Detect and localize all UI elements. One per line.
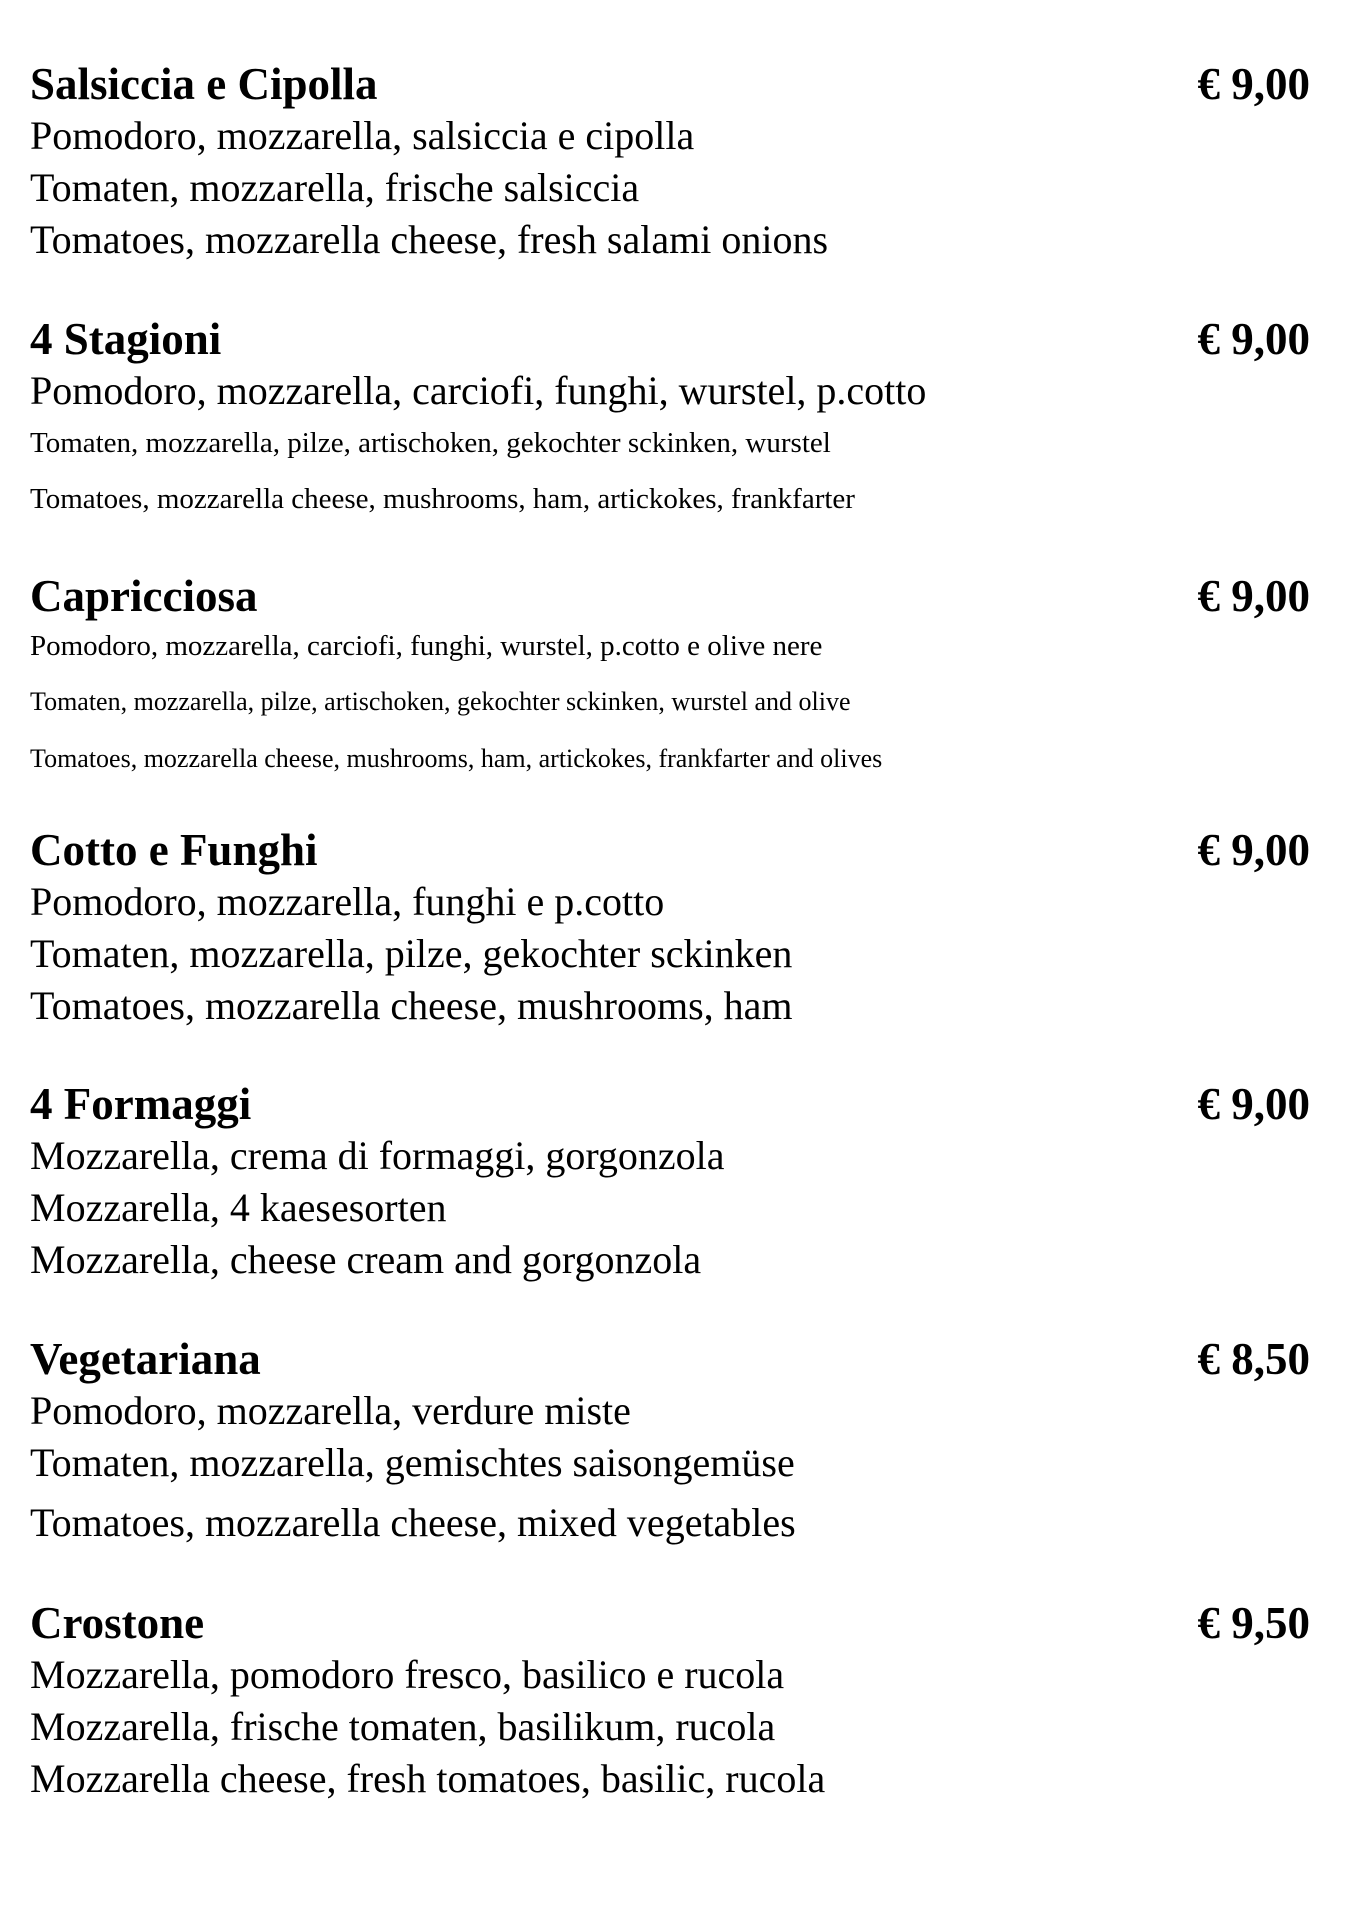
description-german: Tomaten, mozzarella, pilze, artischoken, gekochter sckinken, wurstel and olive xyxy=(30,687,851,716)
description-italian: Pomodoro, mozzarella, verdure miste xyxy=(30,1388,631,1433)
description-italian: Pomodoro, mozzarella, funghi e p.cotto xyxy=(30,879,665,924)
item-price: € 9,00 xyxy=(1197,1079,1310,1129)
description-german: Tomaten, mozzarella, pilze, artischoken, gekochter sckinken, wurstel xyxy=(30,427,831,459)
description-german: Mozzarella, frische tomaten, basilikum, rucola xyxy=(30,1704,776,1749)
item-price: € 9,00 xyxy=(1197,314,1310,364)
description-english: Tomatoes, mozzarella cheese, mushrooms, ham xyxy=(30,983,793,1028)
description-english: Tomatoes, mozzarella cheese, mushrooms, ham, artickokes, frankfarter and olives xyxy=(30,744,883,773)
description-german: Tomaten, mozzarella, pilze, gekochter sckinken xyxy=(30,931,793,976)
description-english: Mozzarella cheese, fresh tomatoes, basilic, rucola xyxy=(30,1756,826,1801)
description-english: Mozzarella, cheese cream and gorgonzola xyxy=(30,1237,702,1282)
description-german: Tomaten, mozzarella, gemischtes saisongemüse xyxy=(30,1440,795,1485)
description-italian: Pomodoro, mozzarella, carciofi, funghi, wurstel, p.cotto e olive nere xyxy=(30,630,823,662)
item-name: Cotto e Funghi xyxy=(30,825,318,875)
description-german: Tomaten, mozzarella, frische salsiccia xyxy=(30,165,640,210)
description-english: Tomatoes, mozzarella cheese, mushrooms, ham, artickokes, frankfarter xyxy=(30,483,855,515)
item-name: Salsiccia e Cipolla xyxy=(30,59,378,109)
item-price: € 9,00 xyxy=(1197,825,1310,875)
description-italian: Pomodoro, mozzarella, carciofi, funghi, wurstel, p.cotto xyxy=(30,368,927,413)
item-name: Crostone xyxy=(30,1598,205,1648)
item-name: Vegetariana xyxy=(30,1334,261,1384)
item-name: 4 Stagioni xyxy=(30,314,222,364)
description-italian: Pomodoro, mozzarella, salsiccia e cipolla xyxy=(30,113,695,158)
description-italian: Mozzarella, crema di formaggi, gorgonzola xyxy=(30,1133,725,1178)
item-price: € 9,00 xyxy=(1197,59,1310,109)
description-english: Tomatoes, mozzarella cheese, mixed vegetables xyxy=(30,1500,796,1545)
description-english: Tomatoes, mozzarella cheese, fresh salami onions xyxy=(30,217,829,262)
description-german: Mozzarella, 4 kaesesorten xyxy=(30,1185,447,1230)
description-italian: Mozzarella, pomodoro fresco, basilico e rucola xyxy=(30,1652,785,1697)
item-price: € 9,00 xyxy=(1197,571,1310,621)
item-name: Capricciosa xyxy=(30,571,258,621)
item-price: € 9,50 xyxy=(1197,1598,1310,1648)
item-name: 4 Formaggi xyxy=(30,1079,252,1129)
item-price: € 8,50 xyxy=(1197,1334,1310,1384)
